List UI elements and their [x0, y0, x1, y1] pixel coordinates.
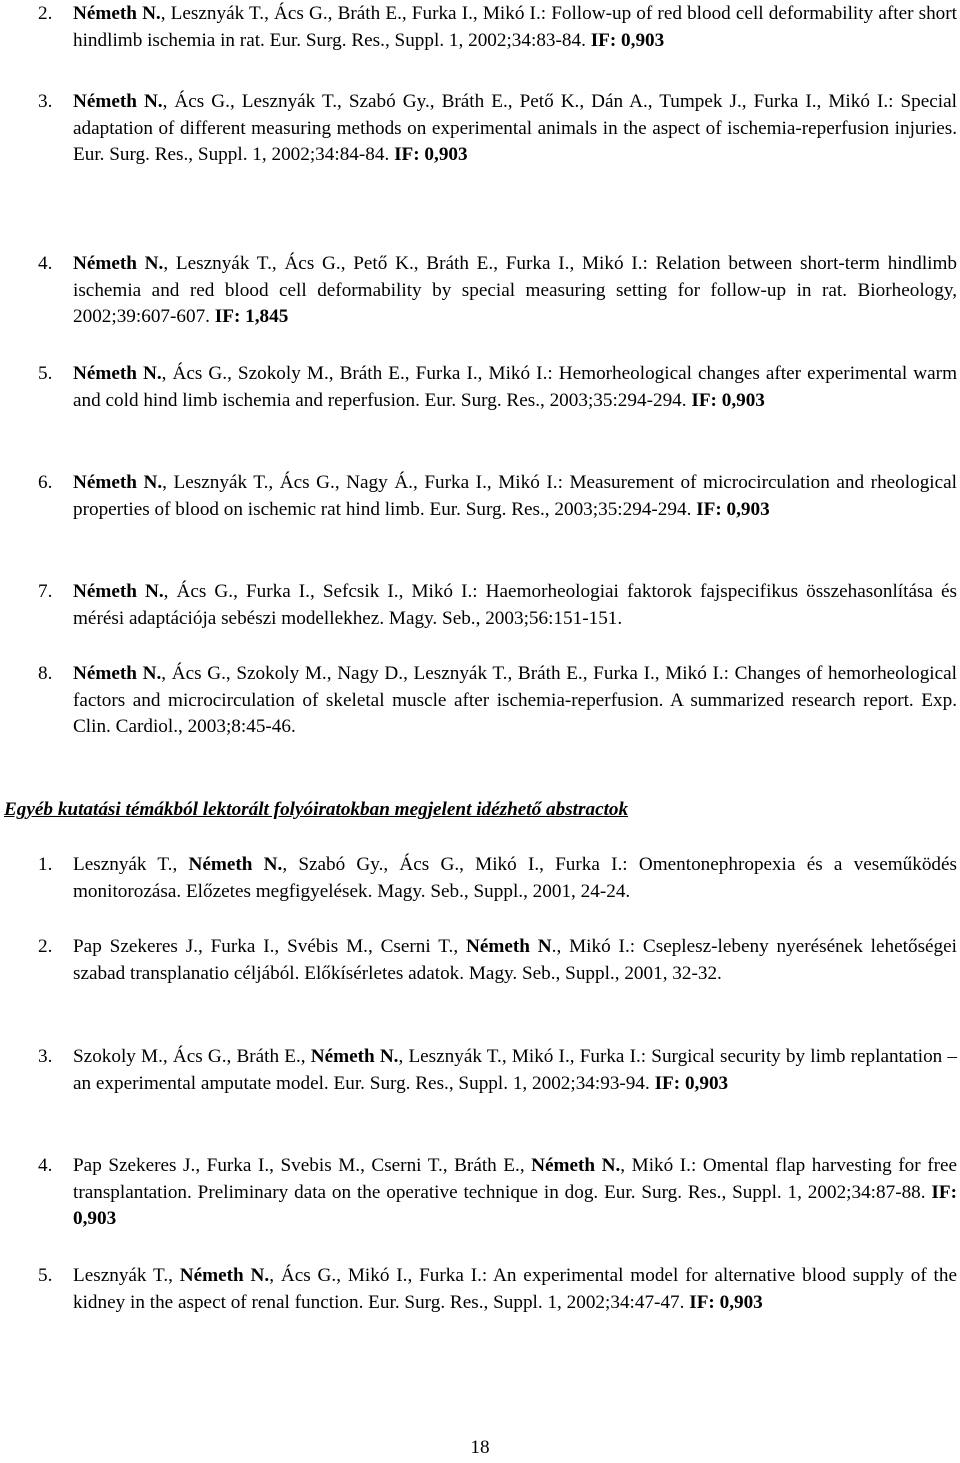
- bold-text-run: Németh N.: [73, 363, 162, 384]
- abstract-entry: [38, 1263, 958, 1316]
- text-run: , Ács G., Furka I., Sefcsik I., Mikó I.: Haemorheologiai faktorok fajspecifikus összehasonlítása és mérési adaptációja sebészi modellekhez. Magy. Seb., 2003;56:151-151.: [73, 581, 957, 629]
- text-run: , Ács G., Mikó I., Furka I.: An experimental model for alternative blood supply of the kidney in the aspect of renal function. Eur. Surg. Res., Suppl. 1, 2002;34:47-47.: [73, 1265, 958, 1313]
- bold-text-run: IF: 0,903: [649, 1072, 729, 1094]
- bold-text-run: Németh N.: [179, 1265, 270, 1286]
- entry-number: 4.: [38, 253, 53, 274]
- text-run: , Lesznyák T., Ács G., Bráth E., Furka I., Mikó I.: Follow-up of red blood cell deformability after short hindlimb ischemia in rat. Eur. Surg. Res., Suppl. 1, 2002;34:83-84.: [73, 3, 957, 51]
- entry-number: 2.: [38, 936, 53, 957]
- entry-text: [73, 251, 957, 331]
- section-heading: Egyéb kutatási témákból lektorált folyóiratokban megjelent idézhető abstractok: [4, 799, 629, 820]
- entry-text: [73, 89, 957, 169]
- text-run: , Lesznyák T., Ács G., Pető K., Bráth E., Furka I., Mikó I.: Relation between short-term hindlimb ischemia and red blood cell deformability by special measuring setting for follow-up in rat. Biorheology, 2002;39:607-607.: [73, 253, 957, 328]
- text-run: Szokoly M., Ács G., Bráth E.,: [73, 1046, 311, 1067]
- entry-number: 1.: [38, 854, 53, 875]
- reference-entry: [38, 361, 958, 414]
- reference-entry: [38, 661, 958, 741]
- bold-text-run: Németh N.: [188, 854, 283, 875]
- bold-text-run: Németh N.: [73, 91, 163, 112]
- entry-text: [73, 661, 957, 741]
- bold-text-run: Németh N.: [73, 581, 164, 602]
- reference-entry: [38, 470, 958, 523]
- abstract-entry: [38, 1153, 958, 1233]
- text-run: Lesznyák T.,: [73, 854, 189, 875]
- text-run: Pap Szekeres J., Furka I., Svebis M., Cserni T., Bráth E.,: [73, 1155, 532, 1176]
- bold-text-run: IF: 0,903: [73, 1181, 958, 1230]
- bold-text-run: IF: 0,903: [585, 29, 665, 51]
- entry-number: 4.: [38, 1155, 53, 1176]
- page-number: 18: [470, 1437, 490, 1458]
- entry-number: 3.: [38, 1046, 53, 1067]
- entry-text: [73, 361, 957, 414]
- bold-text-run: Németh N.: [531, 1155, 621, 1176]
- entry-text: [73, 1, 957, 54]
- entry-text: [73, 934, 957, 987]
- entry-number: 5.: [38, 1265, 53, 1286]
- text-run: , Lesznyák T., Mikó I., Furka I.: Surgical security by limb replantation – an experimental amputate model. Eur. Surg. Res., Suppl. 1, 2002;34:93-94.: [73, 1046, 958, 1094]
- entry-number: 8.: [38, 663, 53, 684]
- reference-entry: [38, 89, 958, 169]
- entry-text: [73, 852, 957, 905]
- bold-text-run: IF: 0,903: [389, 144, 468, 166]
- text-run: ., Mikó I.: Cseplesz-lebeny nyerésének lehetőségei szabad transplanatio céljából. Előkísérletes adatok. Magy. Seb., Suppl., 2001, 32-32.: [73, 936, 957, 984]
- entry-text: [73, 1153, 957, 1233]
- text-run: , Szabó Gy., Ács G., Mikó I., Furka I.: Omentonephropexia és a veseműködés monitorozása. Előzetes megfigyelések. Magy. Seb., Suppl., 2001, 24-24.: [73, 854, 958, 902]
- entry-number: 6.: [38, 472, 53, 493]
- bold-text-run: Németh N.: [73, 663, 162, 684]
- entry-number: 5.: [38, 363, 53, 384]
- entry-text: [73, 1044, 957, 1097]
- entry-text: [73, 1263, 957, 1316]
- reference-entry: [38, 1, 958, 54]
- text-run: Lesznyák T.,: [73, 1265, 180, 1286]
- bold-text-run: IF: 1,845: [209, 306, 289, 328]
- bold-text-run: Németh N: [466, 936, 552, 957]
- bold-text-run: Németh N.: [73, 3, 161, 24]
- entry-number: 7.: [38, 581, 53, 602]
- entry-text: [73, 470, 957, 523]
- reference-entry: [38, 579, 958, 632]
- text-run: , Ács G., Szokoly M., Nagy D., Lesznyák T., Bráth E., Furka I., Mikó I.: Changes of hemorheological factors and microcirculation of skeletal muscle after ischemia-reperfusion. A summarized research report. Exp. Clin. Cardiol., 2003;8:45-46.: [73, 663, 957, 738]
- abstract-entry: [38, 1044, 958, 1097]
- entry-number: 2.: [38, 3, 53, 24]
- entry-text: [73, 579, 957, 632]
- abstract-entry: [38, 852, 958, 905]
- text-run: , Ács G., Lesznyák T., Szabó Gy., Bráth E., Pető K., Dán A., Tumpek J., Furka I., Mikó I.: Special adaptation of different measuring methods on experimental animals in the aspect of ischemia-reperfusion injuries. Eur. Surg. Res., Suppl. 1, 2002;34:84-84.: [73, 91, 957, 166]
- text-run: Pap Szekeres J., Furka I., Svébis M., Cserni T.,: [73, 936, 466, 957]
- text-run: , Lesznyák T., Ács G., Nagy Á., Furka I., Mikó I.: Measurement of microcirculation and rheological properties of blood on ischemic rat hind limb. Eur. Surg. Res., 2003;35:294-294.: [73, 472, 957, 520]
- bold-text-run: Németh N.: [73, 253, 164, 274]
- bold-text-run: IF: 0,903: [684, 1291, 763, 1313]
- bold-text-run: Németh N.: [73, 472, 163, 493]
- bold-text-run: Németh N.: [310, 1046, 399, 1067]
- entry-number: 3.: [38, 91, 53, 112]
- reference-entry: [38, 251, 958, 331]
- text-run: , Ács G., Szokoly M., Bráth E., Furka I., Mikó I.: Hemorheological changes after experimental warm and cold hind limb ischemia and reperfusion. Eur. Surg. Res., 2003;35:294-294.: [73, 363, 957, 411]
- abstract-entry: [38, 934, 958, 987]
- bold-text-run: IF: 0,903: [691, 498, 770, 520]
- bold-text-run: IF: 0,903: [686, 389, 765, 411]
- text-run: , Mikó I.: Omental flap harvesting for free transplantation. Preliminary data on the operative technique in dog. Eur. Surg. Res., Suppl. 1, 2002;34:87-88.: [73, 1155, 958, 1203]
